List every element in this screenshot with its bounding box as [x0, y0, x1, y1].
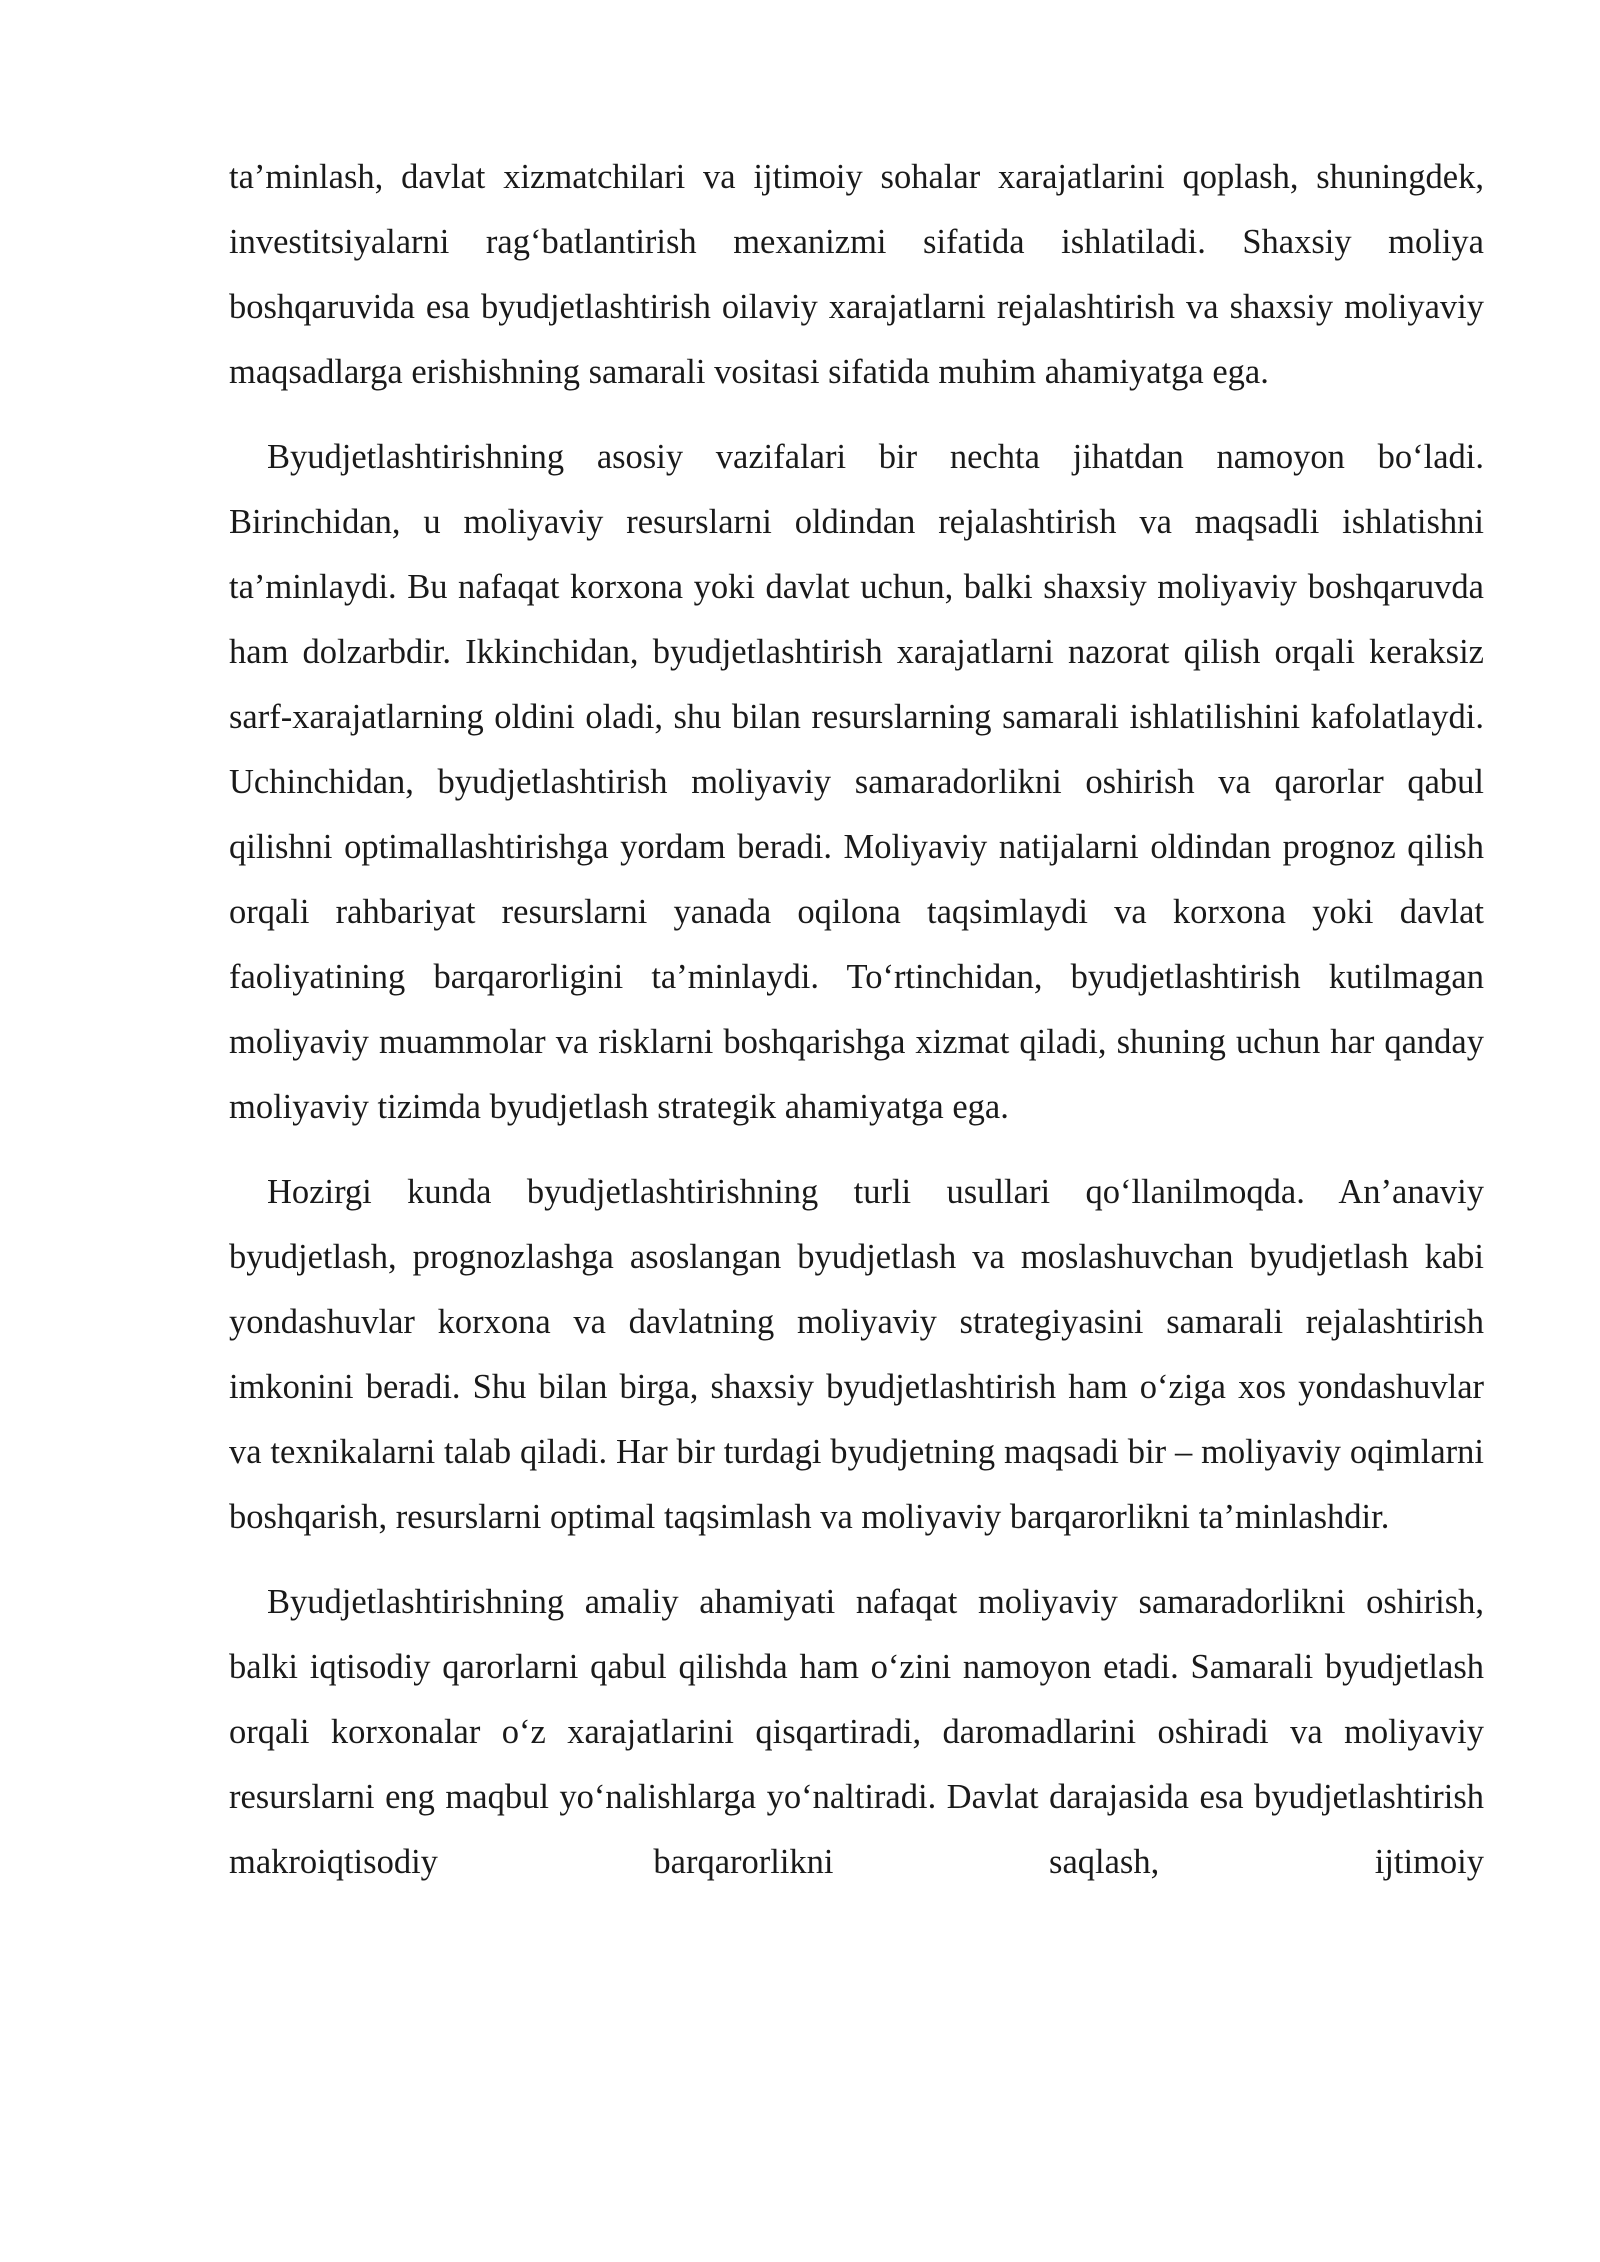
body-text [229, 145, 1484, 1915]
paragraph-1: ta’minlash, davlat xizmatchilari va ijtimoiy sohalar xarajatlarini qoplash, shuningdek, investitsiyalarni rag‘batlantirish mexanizmi sifatida ishlatiladi. Shaxsiy moliya boshqaruvida esa byudjetlashtirish oilaviy xarajatlarni rejalashtirish va shaxsiy moliyaviy maqsadlarga erishishning samarali vositasi sifatida muhim ahamiyatga ega. [229, 158, 1484, 391]
paragraph-4: Byudjetlashtirishning amaliy ahamiyati nafaqat moliyaviy samaradorlikni oshirish, balki iqtisodiy qarorlarni qabul qilishda ham o‘zini namoyon etadi. Samarali byudjetlash orqali korxonalar o‘z xarajatlarini qisqartiradi, daromadlarini oshiradi va moliyaviy resurslarni eng maqbul yo‘nalishlarga yo‘naltiradi. Davlat darajasida esa byudjetlashtirish makroiqtisodiy barqarorlikni saqlash, ijtimoiy [229, 1583, 1484, 1881]
paragraph-2: Byudjetlashtirishning asosiy vazifalari bir nechta jihatdan namoyon bo‘ladi. Birinchidan, u moliyaviy resurslarni oldindan rejalashtirish va maqsadli ishlatishni ta’minlaydi. Bu nafaqat korxona yoki davlat uchun, balki shaxsiy moliyaviy boshqaruvda ham dolzarbdir. Ikkinchidan, byudjetlashtirish xarajatlarni nazorat qilish orqali keraksiz sarf-xarajatlarning oldini oladi, shu bilan resurslarning samarali ishlatilishini kafolatlaydi. Uchinchidan, byudjetlashtirish moliyaviy samaradorlikni oshirish va qarorlar qabul qilishni optimallashtirishga yordam beradi. Moliyaviy natijalarni oldindan prognoz qilish orqali rahbariyat resurslarni yanada oqilona taqsimlaydi va korxona yoki davlat faoliyatining barqarorligini ta’minlaydi. To‘rtinchidan, byudjetlashtirish kutilmagan moliyaviy muammolar va risklarni boshqarishga xizmat qiladi, shuning uchun har qanday moliyaviy tizimda byudjetlash strategik ahamiyatga ega. [229, 438, 1484, 1126]
paragraph-3: Hozirgi kunda byudjetlashtirishning turli usullari qo‘llanilmoqda. An’anaviy byudjetlash, prognozlashga asoslangan byudjetlash va moslashuvchan byudjetlash kabi yondashuvlar korxona va davlatning moliyaviy strategiyasini samarali rejalashtirish imkonini beradi. Shu bilan birga, shaxsiy byudjetlashtirish ham o‘ziga xos yondashuvlar va texnikalarni talab qiladi. Har bir turdagi byudjetning maqsadi bir – moliyaviy oqimlarni boshqarish, resurslarni optimal taqsimlash va moliyaviy barqarorlikni ta’minlashdir. [229, 1173, 1484, 1536]
